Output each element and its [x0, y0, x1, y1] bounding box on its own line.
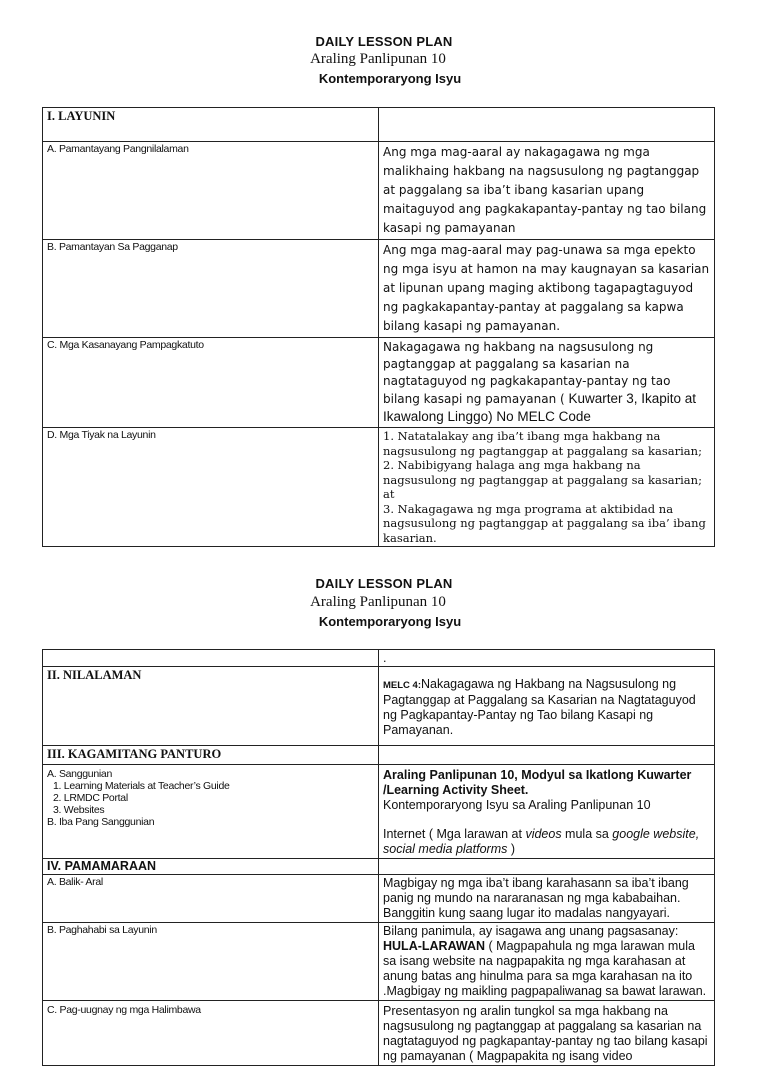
table-row [43, 765, 715, 859]
spacer [383, 813, 710, 827]
row-value: Magbigay ng mga iba’t ibang karahasann sa iba’t ibang panig ng mundo na nararanasan ng mga kababaihan. Banggitin kung saang lugar ito madalas nangyayari. [379, 875, 715, 923]
melc-cell [379, 667, 715, 746]
objective-item: 2. Nabibigyang halaga ang mga hakbang na nagsusulong ng pagtanggap at paggalang sa kasarian; at [383, 458, 702, 501]
section-heading-layunin: I. LAYUNIN [43, 108, 379, 142]
row-value [379, 923, 715, 1001]
dot-cell: . [379, 650, 715, 667]
section-heading-nilalaman: II. NILALAMAN [43, 667, 379, 746]
module-subtitle: Kontemporaryong Isyu sa Araling Panlipunan 10 [383, 798, 651, 812]
paghahabi-text: ( Magpapahula ng mga larawan mula sa isang website na nagpapakita ng mga karahasan at anung batas ang hinulma para sa mga karahasan na ito .Magbigay ng maikling pagpapaliwanag sa bawat larawan. [383, 939, 707, 998]
internet-text: ) [507, 842, 515, 856]
row-value [379, 428, 715, 547]
module-title: Araling Panlipunan 10, Modyul sa Ikatlong Kuwarter /Learning Activity Sheet. [383, 768, 692, 797]
melc-text: Nakagagawa ng Hakbang na Nagsusulong ng Pagtanggap at Paggalang sa Kasarian na Nagtataguyod ng Pagkapantay-Pantay ng Tao bilang Kasapi ng Pamayanan. [383, 677, 696, 737]
section-heading-pamamaraan: IV. PAMAMARAAN [43, 859, 379, 875]
table-row [43, 875, 715, 923]
table-row [43, 667, 715, 746]
paghahabi-text: Bilang panimula, ay isagawa ang unang pagsasanay: [383, 924, 679, 938]
sanggunian-other: B. Iba Pang Sanggunian [47, 816, 155, 828]
table-row [43, 923, 715, 1001]
layunin-table [42, 107, 715, 547]
section-heading-kagamitan: III. KAGAMITANG PANTURO [43, 746, 379, 765]
table-row [43, 428, 715, 547]
sanggunian-title: A. Sanggunian [47, 768, 112, 780]
kagamitan-cell [379, 765, 715, 859]
table-row [43, 108, 715, 142]
topic-title: Kontemporaryong Isyu [318, 614, 462, 629]
sanggunian-cell [43, 765, 379, 859]
internet-platforms: google website, social media platforms [383, 827, 700, 856]
lesson-table [42, 649, 715, 1066]
table-row [43, 240, 715, 338]
objective-item: 1. Natatalakay ang iba’t ibang mga hakbang na nagsusulong ng pagtanggap at paggalang sa kasarian; [383, 429, 702, 458]
row-label: D. Mga Tiyak na Layunin [43, 428, 379, 547]
objective-item: 3. Nakagagawa ng mga programa at aktibidad na nagsusulong ng pagtanggap at paggalang sa iba’ ibang kasarian. [383, 501, 706, 545]
empty-cell [379, 746, 715, 765]
table-row [43, 650, 715, 667]
row-value: Presentasyon ng aralin tungkol sa mga hakbang na nagsusulong ng pagtanggap at paggalang sa kasarian na nagtataguyod ng pagkapantay-pantay ng tao bilang kasapi ng pamayanan ( Magpapakita ng isang video [379, 1001, 715, 1066]
sanggunian-item: 1. Learning Materials at Teacher’s Guide [53, 780, 230, 792]
table-row [43, 1001, 715, 1066]
table-row [43, 338, 715, 428]
melc-label: MELC 4: [383, 680, 421, 691]
row-label: A. Pamantayang Pangnilalaman [43, 142, 379, 240]
competency-code: Kuwarter 3, Ikapito at Ikawalong Linggo) No MELC Code [383, 391, 697, 424]
row-label: C. Mga Kasanayang Pampagkatuto [43, 338, 379, 428]
competency-text: Nakagagawa ng hakbang na nagsusulong ng pagtanggap at paggalang sa kasarian na nagtataguyod ng pagkakapantay-pantay ng tao bilang kasapi ng pamayanan ( [383, 340, 671, 406]
subject-title: Araling Panlipunan 10 [310, 594, 446, 610]
empty-cell [379, 859, 715, 875]
table-row [43, 859, 715, 875]
subject-title: Araling Panlipunan 10 [310, 51, 446, 67]
sanggunian-item: 3. Websites [53, 804, 105, 816]
row-label: C. Pag-uugnay ng mga Halimbawa [43, 1001, 379, 1066]
row-label: A. Balik- Aral [43, 875, 379, 923]
table-row [43, 746, 715, 765]
row-value [379, 338, 715, 428]
internet-source [383, 827, 710, 857]
page-title: DAILY LESSON PLAN [315, 34, 453, 49]
internet-text: Internet ( Mga larawan at [383, 827, 526, 841]
sanggunian-item: 2. LRMDC Portal [53, 792, 128, 804]
row-value: Ang mga mag-aaral may pag-unawa sa mga epekto ng mga isyu at hamon na may kaugnayan sa kasarian at lipunan upang maging aktibong tagapagtaguyod ng pagkakapantay-pantay at paggalang sa kapwa bilang kasapi ng pamayanan. [379, 240, 715, 338]
row-label: B. Pamantayan Sa Pagganap [43, 240, 379, 338]
empty-cell [379, 108, 715, 142]
internet-text: mula sa [561, 827, 613, 841]
table-row [43, 142, 715, 240]
row-label: B. Paghahabi sa Layunin [43, 923, 379, 1001]
row-value: Ang mga mag-aaral ay nakagagawa ng mga malikhaing hakbang na nagsusulong ng pagtanggap at paggalang sa iba’t ibang kasarian upang maitaguyod ang pagkakapantay-pantay ng tao bilang kasapi ng pamayanan [379, 142, 715, 240]
topic-title: Kontemporaryong Isyu [318, 71, 462, 86]
internet-videos: videos [525, 827, 562, 841]
hula-larawan-label: HULA-LARAWAN [383, 939, 486, 953]
page-title: DAILY LESSON PLAN [315, 576, 453, 591]
empty-cell [43, 650, 379, 667]
